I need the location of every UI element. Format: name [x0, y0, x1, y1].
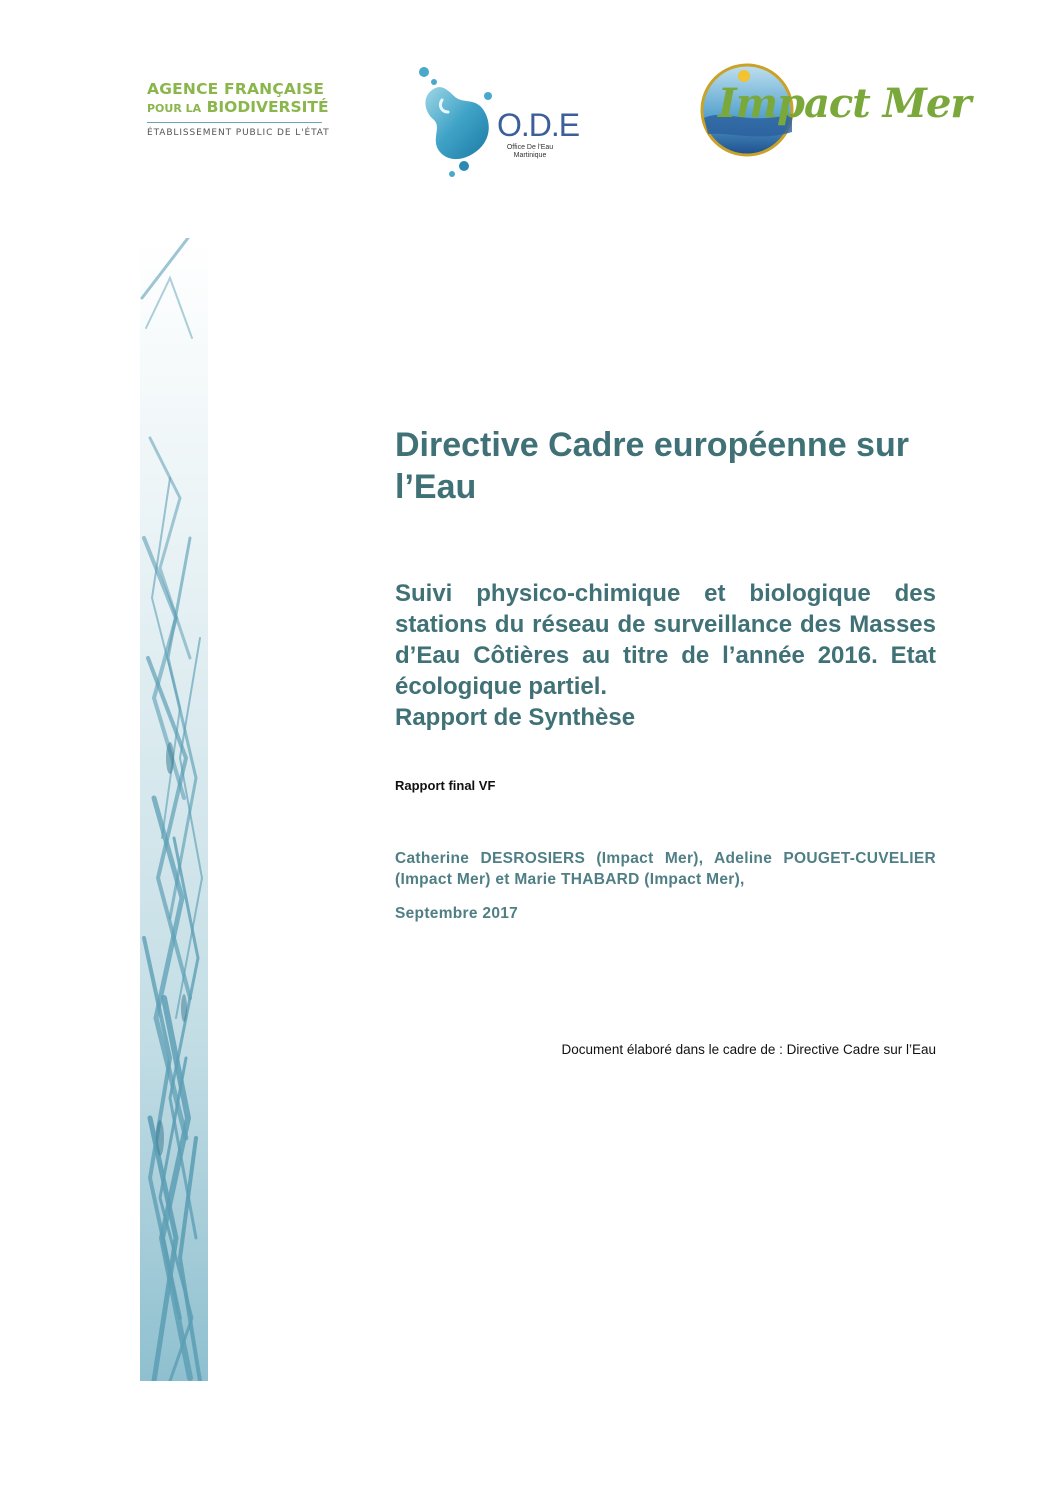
- ode-logo-subtitle-line2: Martinique: [513, 152, 547, 159]
- report-type: Rapport final VF: [395, 778, 496, 793]
- ode-logo-subtitle: [500, 144, 560, 160]
- afb-logo-line2: [147, 98, 327, 118]
- document-title: Directive Cadre européenne sur l’Eau: [395, 426, 909, 506]
- document-subtitle-line1: Suivi physico-chimique et biologique des stations du réseau de surveillance des Masses d’Eau Côtières au titre de l’année 2016. Etat écologique partiel.: [395, 580, 936, 700]
- authors: Catherine DESROSIERS (Impact Mer), Adeline POUGET-CUVELIER (Impact Mer) et Marie THABARD (Impact Mer),: [395, 850, 936, 888]
- afb-logo-line3: ÉTABLISSEMENT PUBLIC DE L'ÉTAT: [147, 128, 330, 138]
- impact-mer-logo: [700, 62, 971, 162]
- document-context: Document élaboré dans le cadre de : Directive Cadre sur l’Eau: [561, 1042, 936, 1057]
- seagrass-decoration: [140, 238, 208, 1381]
- afb-logo-line2-big: BIODIVERSITÉ: [206, 98, 329, 116]
- ode-logo-name: O.D.E: [497, 107, 580, 143]
- afb-logo-rule: [147, 122, 322, 123]
- publication-date: Septembre 2017: [395, 905, 519, 922]
- document-subtitle: [395, 578, 936, 733]
- afb-logo: [147, 80, 330, 142]
- afb-logo-line2-small: POUR LA: [147, 102, 202, 115]
- ode-logo: [412, 62, 592, 187]
- ode-logo-subtitle-line1: Office De l'Eau: [506, 144, 554, 151]
- water-drop-icon: [412, 62, 507, 187]
- afb-logo-line1: AGENCE FRANÇAISE: [147, 80, 325, 98]
- impact-mer-logo-name: Impact Mer: [718, 80, 971, 127]
- document-subtitle-line2: Rapport de Synthèse: [395, 704, 636, 731]
